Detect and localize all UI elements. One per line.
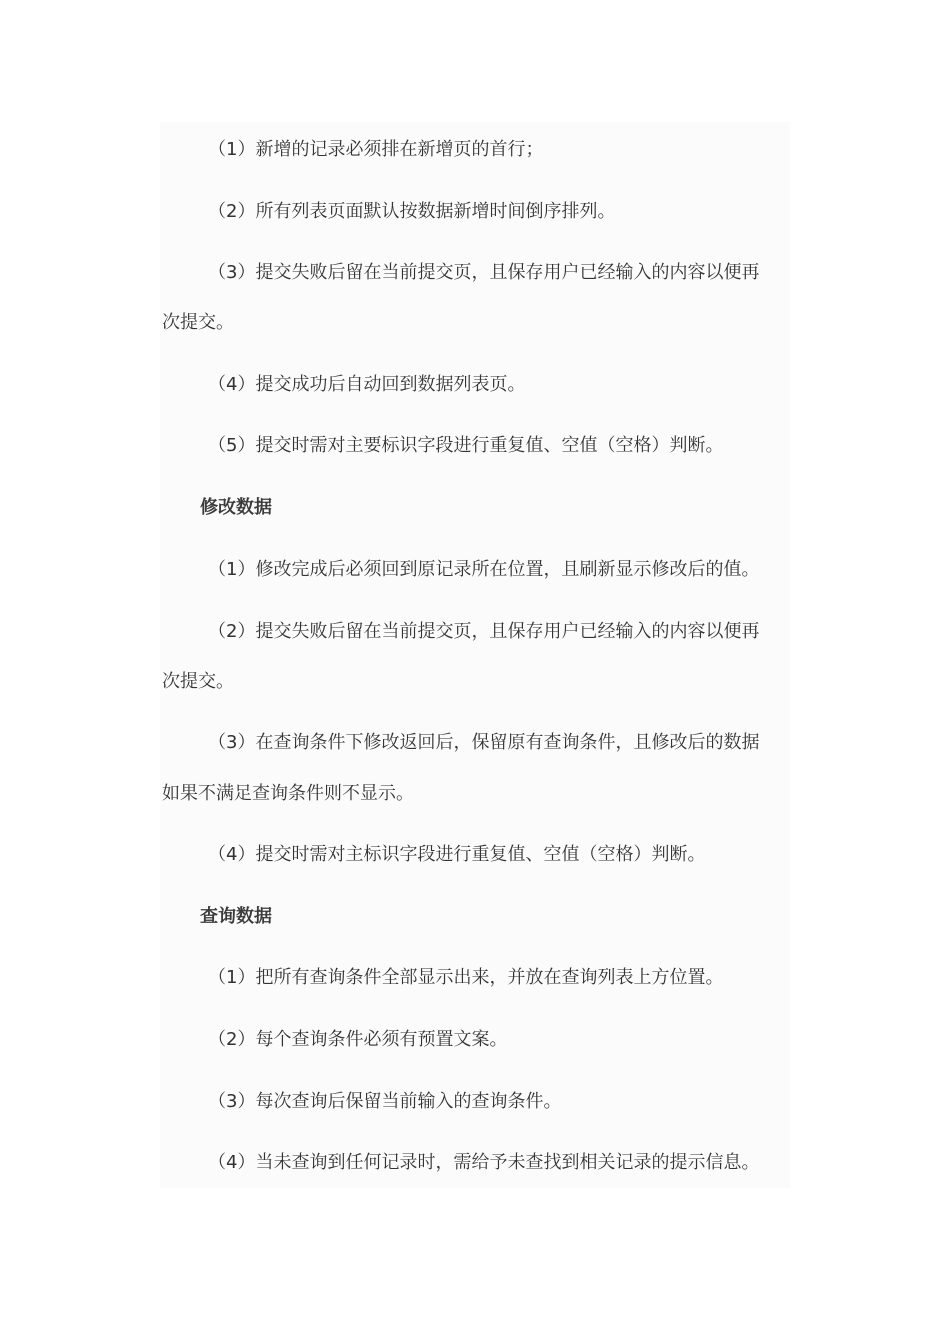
query-rule-4: （4）当未查询到任何记录时，需给予未查找到相关记录的提示信息。 — [208, 1152, 760, 1173]
modify-section-heading: 修改数据 — [200, 497, 272, 518]
modify-rule-2-line-1: （2）提交失败后留在当前提交页，且保存用户已经输入的内容以便再 — [208, 621, 760, 642]
modify-rule-1: （1）修改完成后必须回到原记录所在位置，且刷新显示修改后的值。 — [208, 559, 760, 580]
add-rule-4: （4）提交成功后自动回到数据列表页。 — [208, 374, 526, 395]
modify-rule-3-line-2: 如果不满足查询条件则不显示。 — [162, 783, 414, 804]
modify-rule-3-line-1: （3）在查询条件下修改返回后，保留原有查询条件，且修改后的数据 — [208, 732, 760, 753]
query-rule-1: （1）把所有查询条件全部显示出来，并放在查询列表上方位置。 — [208, 967, 724, 988]
query-section-heading: 查询数据 — [200, 906, 272, 927]
add-rule-3-line-2: 次提交。 — [162, 312, 234, 333]
query-rule-3: （3）每次查询后保留当前输入的查询条件。 — [208, 1091, 562, 1112]
add-rule-5: （5）提交时需对主要标识字段进行重复值、空值（空格）判断。 — [208, 435, 724, 456]
modify-rule-4: （4）提交时需对主标识字段进行重复值、空值（空格）判断。 — [208, 844, 706, 865]
modify-rule-2-line-2: 次提交。 — [162, 671, 234, 692]
document-content — [160, 122, 790, 1188]
add-rule-3-line-1: （3）提交失败后留在当前提交页，且保存用户已经输入的内容以便再 — [208, 262, 760, 283]
query-rule-2: （2）每个查询条件必须有预置文案。 — [208, 1029, 508, 1050]
add-rule-1: （1）新增的记录必须排在新增页的首行； — [208, 139, 544, 160]
add-rule-2: （2）所有列表页面默认按数据新增时间倒序排列。 — [208, 201, 616, 222]
